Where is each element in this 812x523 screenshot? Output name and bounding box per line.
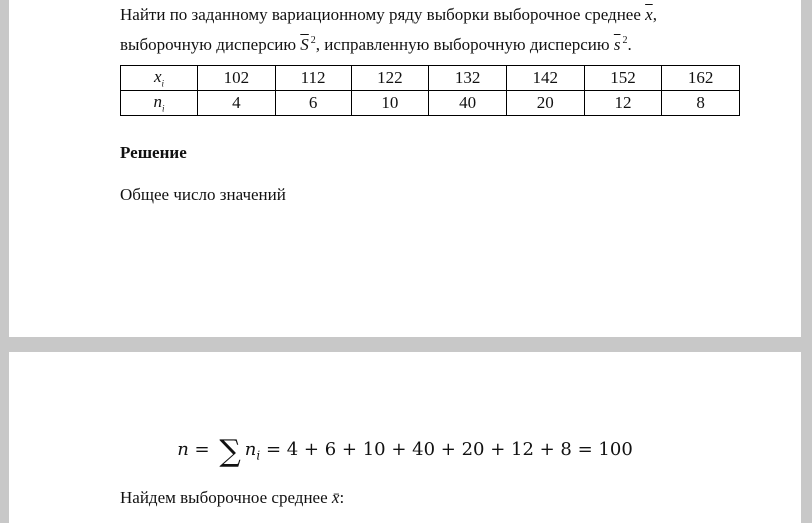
table-cell: 8: [662, 91, 740, 116]
table-cell: 112: [275, 66, 351, 91]
formula-sub: i: [256, 448, 261, 463]
table-cell: 40: [429, 91, 507, 116]
table-cell: 10: [351, 91, 429, 116]
total-count-text: Общее число значений: [120, 185, 286, 204]
punctuation: ,: [652, 5, 657, 24]
document-page-1: [9, 0, 801, 337]
table-cell: 12: [584, 91, 662, 116]
table-row-x: [121, 66, 740, 91]
sum-symbol: ∑: [219, 434, 241, 469]
mean-symbol: $\overline{x}$: [645, 5, 653, 24]
punctuation: :: [339, 488, 345, 507]
table-cell: 20: [506, 91, 584, 116]
table-cell: 102: [198, 66, 276, 91]
table-cell: 162: [662, 66, 740, 91]
problem-line-1: [120, 3, 760, 27]
problem-text: выборочную дисперсию: [120, 35, 297, 54]
formula-lhs: n =: [177, 439, 210, 460]
mean-text: Найдем выборочное среднее: [120, 488, 328, 507]
table-row-n: [121, 91, 740, 116]
corrected-variance-symbol: $\overline{s}$: [613, 35, 621, 54]
mean-text-line: [120, 488, 344, 508]
problem-line-2: [120, 29, 760, 57]
table-cell: 132: [429, 66, 507, 91]
row-label-x: $x_i$: [121, 66, 198, 91]
table-cell: 152: [584, 66, 662, 91]
solution-heading: Решение: [120, 143, 187, 162]
row-label-n: $n_i$: [121, 91, 198, 116]
problem-text: Найти по заданному вариационному ряду выборки выборочное среднее: [120, 5, 641, 24]
table-cell: 122: [351, 66, 429, 91]
variance-symbol: $\overline{S}$: [300, 35, 309, 54]
superscript: 2: [622, 35, 628, 46]
table-cell: 6: [275, 91, 351, 116]
mean-symbol-2: x̄: [331, 488, 340, 507]
problem-text: , исправленную выборочную дисперсию: [315, 35, 610, 54]
table-cell: 142: [506, 66, 584, 91]
document-page-2: [9, 352, 801, 523]
formula-var: n: [244, 439, 257, 460]
variation-table: [120, 65, 740, 116]
formula-rhs: = 4 + 6 + 10 + 40 + 20 + 12 + 8 = 100: [265, 439, 633, 460]
sum-formula: [9, 434, 801, 469]
punctuation: .: [627, 35, 632, 54]
superscript: 2: [310, 35, 316, 46]
table-cell: 4: [198, 91, 276, 116]
